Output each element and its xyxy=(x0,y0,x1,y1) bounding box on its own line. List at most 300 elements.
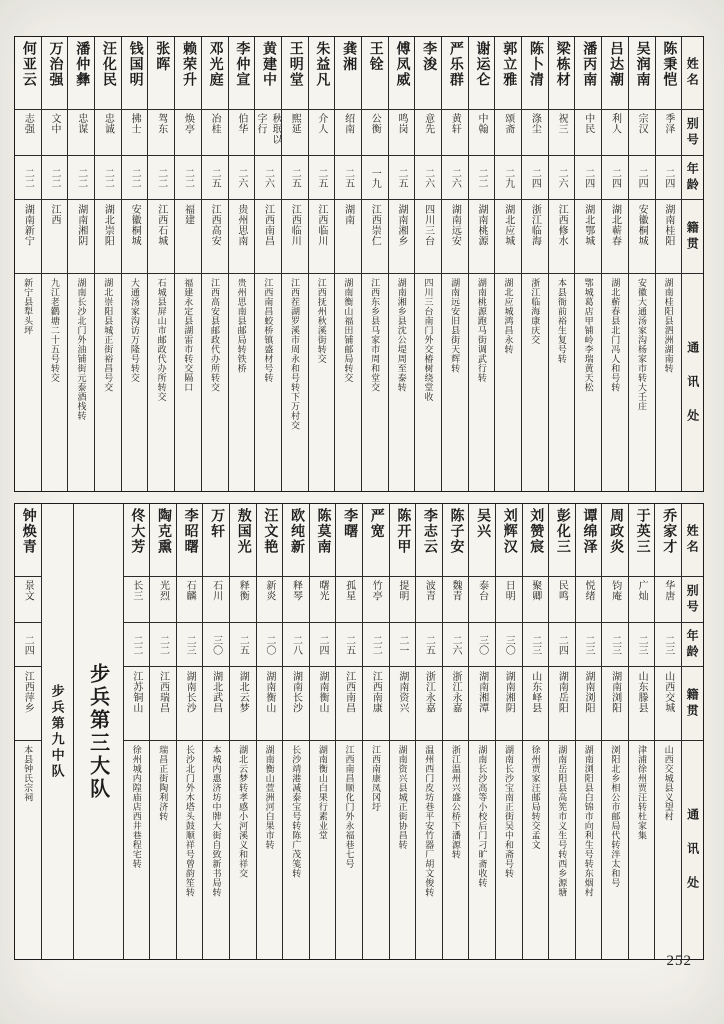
entry-name-cell: 于英三 xyxy=(634,508,650,555)
entry-age-cell: 二三 xyxy=(602,622,628,666)
entry-age-cell: 二五 xyxy=(335,155,361,199)
entry-native-cell: 山东滕县 xyxy=(629,666,655,740)
entry-name-cell: 赖荣升 xyxy=(180,41,196,88)
row-header-age: 年龄 xyxy=(682,155,703,199)
entry-column xyxy=(655,37,682,491)
entry-column xyxy=(442,504,469,959)
entry-age-cell: 二二 xyxy=(68,155,94,199)
entry-address-cell: 湖南湘乡县沈公堤周至泰转 xyxy=(389,273,415,491)
entry-native-cell: 浙江临海 xyxy=(522,199,548,273)
entry-alias-cell: 季泽 xyxy=(656,109,682,155)
entry-column xyxy=(601,504,628,959)
entry-column xyxy=(309,504,336,959)
entry-column xyxy=(149,504,176,959)
entry-address-cell: 江西高安县邮政代办所转交 xyxy=(202,273,228,491)
entry-address-cell: 本城内惠济坊中牌大街自致新书局转 xyxy=(203,740,229,959)
entry-name-cell: 黄建中 xyxy=(261,41,277,88)
entry-column xyxy=(281,37,308,491)
entry-alias-cell: 中翰 xyxy=(469,109,495,155)
entry-column xyxy=(548,37,575,491)
entry-name-cell: 彭化三 xyxy=(554,508,570,555)
entry-native-cell: 江西高安 xyxy=(202,199,228,273)
entry-native-cell: 湖南浏阳 xyxy=(576,666,602,740)
entry-address-cell: 本县衙前裕生复号转 xyxy=(549,273,575,491)
entry-name-cell: 梁栋材 xyxy=(554,41,570,88)
entry-age-cell: 一九 xyxy=(362,155,388,199)
entry-column xyxy=(202,504,229,959)
entry-address-cell: 长沙北门外木塔头鼓顺祥号曾韵笙转 xyxy=(177,740,203,959)
entry-address-cell: 浏阳北乡相公市邮局代转泮太和号 xyxy=(602,740,628,959)
entry-native-cell: 福建 xyxy=(175,199,201,273)
entry-name-cell: 乔家才 xyxy=(661,508,677,555)
entry-age-cell: 二四 xyxy=(656,155,682,199)
entry-alias-cell: 忠诚 xyxy=(95,109,121,155)
entry-address-cell: 石城县屏山市邮政代办所转交 xyxy=(148,273,174,491)
entry-native-cell: 湖南资兴 xyxy=(390,666,416,740)
entry-alias-cell: 光烈 xyxy=(150,576,176,622)
entry-address-cell: 湖南衡山萱洲河白果市转 xyxy=(257,740,283,959)
entry-address-cell: 湖北崇阳县城正街裕昌号交 xyxy=(95,273,121,491)
entry-alias-cell: 熙延 xyxy=(282,109,308,155)
row-header-address: 通 讯 处 xyxy=(682,740,703,959)
entry-age-cell: 三〇 xyxy=(203,622,229,666)
entry-native-cell: 贵州思南 xyxy=(229,199,255,273)
entry-column xyxy=(415,504,442,959)
entry-age-cell: 二六 xyxy=(443,622,469,666)
entry-name-cell: 王明堂 xyxy=(287,41,303,88)
entry-age-cell: 二三 xyxy=(655,622,681,666)
entry-alias-cell: 悦绪 xyxy=(576,576,602,622)
unit-label: 步兵第三大队 xyxy=(86,662,109,801)
entry-address-cell: 本县钟氏宗祠 xyxy=(15,740,41,959)
entry-native-cell: 湖南岳阳 xyxy=(549,666,575,740)
entry-column xyxy=(15,504,41,959)
entry-native-cell: 安徽桐城 xyxy=(629,199,655,273)
entry-column xyxy=(495,504,522,959)
entry-column xyxy=(601,37,628,491)
entry-column xyxy=(361,37,388,491)
entry-native-cell: 湖北鄂城 xyxy=(575,199,601,273)
entry-name-cell: 陶克熏 xyxy=(155,508,171,555)
entry-alias-cell: 伯华 xyxy=(229,109,255,155)
entry-address-cell: 山西交城县义望村 xyxy=(655,740,681,959)
entry-column xyxy=(147,37,174,491)
entry-name-cell: 周政炎 xyxy=(608,508,624,555)
entry-column xyxy=(654,504,681,959)
entry-alias-cell: 日明 xyxy=(496,576,522,622)
entry-age-cell: 三〇 xyxy=(496,622,522,666)
entry-native-cell: 湖南桃源 xyxy=(469,199,495,273)
entry-column xyxy=(628,504,655,959)
entry-address-cell: 江西南康凤冈圩 xyxy=(363,740,389,959)
entry-native-cell: 湖南远安 xyxy=(442,199,468,273)
entry-address-cell: 安徽大通汤家沟杨家市转大壬庄 xyxy=(629,273,655,491)
entry-native-cell: 江西 xyxy=(42,199,68,273)
entry-native-cell: 江西南昌 xyxy=(255,199,281,273)
entry-name-cell: 严乐群 xyxy=(447,41,463,88)
entry-alias-cell: 涤尘 xyxy=(522,109,548,155)
entry-alias-cell: 意先 xyxy=(415,109,441,155)
entry-native-cell: 山西交城 xyxy=(655,666,681,740)
entry-alias-cell: 冶桂 xyxy=(202,109,228,155)
entry-native-cell: 江苏铜山 xyxy=(124,666,150,740)
entry-address-cell: 贵州思南县邮局转铁桥 xyxy=(229,273,255,491)
entry-name-cell: 陈子安 xyxy=(448,508,464,555)
entry-address-cell: 湖南长沙宝南正街吴中和斋号转 xyxy=(496,740,522,959)
entry-address-cell: 湖南桃源跑马街调武行转 xyxy=(469,273,495,491)
entry-address-cell: 四川三台南门外交椿树绕堂收 xyxy=(415,273,441,491)
entry-name-cell: 李浚 xyxy=(421,41,437,72)
entry-name-cell: 何亚云 xyxy=(20,41,36,88)
entry-name-cell: 敖国光 xyxy=(235,508,251,555)
entry-native-cell: 湖南衡山 xyxy=(257,666,283,740)
entry-column xyxy=(494,37,521,491)
entry-column xyxy=(256,504,283,959)
entry-age-cell: 二二 xyxy=(150,622,176,666)
entry-name-cell: 陈秉恺 xyxy=(661,41,677,88)
entry-alias-cell: 公衡 xyxy=(362,109,388,155)
row-header-name: 姓名 xyxy=(685,524,700,556)
entry-name-cell: 汪文艳 xyxy=(262,508,278,555)
entry-column xyxy=(414,37,441,491)
entry-native-cell: 湖南湘潭 xyxy=(469,666,495,740)
entry-name-cell: 欧纯新 xyxy=(288,508,304,555)
entry-name-cell: 谢运仑 xyxy=(474,41,490,88)
directory-table-bottom xyxy=(14,503,704,960)
entry-age-cell: 二六 xyxy=(255,155,281,199)
entry-alias-cell: 长三 xyxy=(124,576,150,622)
entry-native-cell: 江西崇仁 xyxy=(362,199,388,273)
entry-column xyxy=(468,37,495,491)
entry-column xyxy=(628,37,655,491)
entry-native-cell: 湖北蕲春 xyxy=(602,199,628,273)
entry-age-cell: 二二 xyxy=(175,155,201,199)
entry-name-cell: 郭立雅 xyxy=(501,41,517,88)
entry-alias-cell: 提明 xyxy=(390,576,416,622)
entry-native-cell: 江西临川 xyxy=(309,199,335,273)
entry-alias-cell: 魏青 xyxy=(443,576,469,622)
entry-age-cell: 二二 xyxy=(148,155,174,199)
entry-age-cell: 二五 xyxy=(230,622,256,666)
row-header-alias: 别号 xyxy=(682,109,703,155)
entry-address-cell: 江西南昌蛟桥镇盛材号转 xyxy=(255,273,281,491)
entry-alias-cell: 民鸣 xyxy=(549,576,575,622)
row-header-native: 籍贯 xyxy=(682,199,703,273)
entry-address-cell: 浙江临海康庆交 xyxy=(522,273,548,491)
entry-column xyxy=(123,504,150,959)
entry-address-cell: 湖南长沙北门外油铺街元泰酒栈转 xyxy=(68,273,94,491)
entry-age-cell: 二四 xyxy=(575,155,601,199)
entry-age-cell: 二三 xyxy=(177,622,203,666)
entry-alias-cell: 石麟 xyxy=(177,576,203,622)
entry-age-cell: 二二 xyxy=(95,155,121,199)
entry-name-cell: 吴兴 xyxy=(475,508,491,539)
entry-alias-cell: 竹亭 xyxy=(363,576,389,622)
entry-name-cell: 万治强 xyxy=(47,41,63,88)
entry-address-cell: 大通汤家沟访万隆号转交 xyxy=(122,273,148,491)
entry-alias-cell: 泰台 xyxy=(469,576,495,622)
entry-column xyxy=(575,504,602,959)
entry-native-cell: 湖南新宁 xyxy=(15,199,41,273)
entry-address-cell: 江西南昌顺化门外永福巷七号 xyxy=(336,740,362,959)
entry-age-cell: 二二 xyxy=(122,155,148,199)
entry-age-cell: 二五 xyxy=(282,155,308,199)
entry-column xyxy=(94,37,121,491)
entry-native-cell: 湖南浏阳 xyxy=(602,666,628,740)
entry-age-cell: 二四 xyxy=(15,622,41,666)
entry-alias-cell: 拂士 xyxy=(122,109,148,155)
entry-native-cell: 江西石城 xyxy=(148,199,174,273)
entry-alias-cell: 钧庵 xyxy=(602,576,628,622)
entry-alias-cell: 孤星 xyxy=(336,576,362,622)
entry-address-cell: 长沙靖港减泰宝号转陈广茂笺转 xyxy=(283,740,309,959)
entry-alias-cell: 景文 xyxy=(15,576,41,622)
entry-age-cell: 二四 xyxy=(549,622,575,666)
entry-name-cell: 吴润南 xyxy=(634,41,650,88)
entry-column xyxy=(176,504,203,959)
page-number: 252 xyxy=(666,953,692,969)
entry-alias-cell: 颂斋 xyxy=(495,109,521,155)
entry-age-cell: 二六 xyxy=(549,155,575,199)
entry-address-cell: 江西东乡县马家市周和堂交 xyxy=(362,273,388,491)
unit-divider-column xyxy=(73,504,123,959)
entry-alias-cell: 绍南 xyxy=(335,109,361,155)
entry-native-cell: 湖北崇阳 xyxy=(95,199,121,273)
entry-name-cell: 朱益凡 xyxy=(314,41,330,88)
entry-native-cell: 湖北武昌 xyxy=(203,666,229,740)
entry-age-cell: 二二 xyxy=(15,155,41,199)
row-header-column xyxy=(681,37,703,491)
entry-alias-cell: 石川 xyxy=(203,576,229,622)
entry-address-cell: 湖南远安旧县街天辉转 xyxy=(442,273,468,491)
entry-column xyxy=(229,504,256,959)
entry-address-cell: 徐州城内隍庙店西井巷程宅转 xyxy=(124,740,150,959)
entry-address-cell: 湖南衡山福田铺邮局转交 xyxy=(335,273,361,491)
entry-address-cell: 浙江温州兴盛公桥下潘源转 xyxy=(443,740,469,959)
entry-age-cell: 二四 xyxy=(602,155,628,199)
entry-name-cell: 王铨 xyxy=(367,41,383,72)
row-header-alias: 别号 xyxy=(682,576,703,622)
entry-address-cell: 福建永定县湖雷市转交隔口 xyxy=(175,273,201,491)
entry-column xyxy=(522,504,549,959)
entry-column xyxy=(441,37,468,491)
entry-age-cell: 二二 xyxy=(42,155,68,199)
entry-alias-cell: 黄轩 xyxy=(442,109,468,155)
entry-age-cell: 二二 xyxy=(469,155,495,199)
entry-alias-cell: 释琴 xyxy=(283,576,309,622)
entry-name-cell: 李曙 xyxy=(342,508,358,539)
entry-alias-cell: 宗汉 xyxy=(629,109,655,155)
entry-name-cell: 吕达潮 xyxy=(607,41,623,88)
entry-age-cell: 二四 xyxy=(629,155,655,199)
entry-age-cell: 二三 xyxy=(523,622,549,666)
entry-age-cell: 二五 xyxy=(202,155,228,199)
entry-age-cell: 二六 xyxy=(229,155,255,199)
entry-alias-cell: 忠谋 xyxy=(68,109,94,155)
entry-address-cell: 湖北应城鸿昌永转 xyxy=(495,273,521,491)
entry-native-cell: 湖南衡山 xyxy=(310,666,336,740)
entry-alias-cell: 文中 xyxy=(42,109,68,155)
entry-column xyxy=(308,37,335,491)
entry-name-cell: 陈卜清 xyxy=(527,41,543,88)
entry-alias-cell: 波青 xyxy=(416,576,442,622)
entry-name-cell: 潘丙南 xyxy=(581,41,597,88)
entry-address-cell: 湖南长沙高等小校后门刁旷斋收转 xyxy=(469,740,495,959)
entry-native-cell: 湖北云梦 xyxy=(230,666,256,740)
row-header-age: 年龄 xyxy=(682,622,703,666)
entry-age-cell: 三〇 xyxy=(469,622,495,666)
entry-native-cell: 江西萍乡 xyxy=(15,666,41,740)
entry-name-cell: 李仲宣 xyxy=(234,41,250,88)
entry-address-cell: 江西抚州秋溪街转交 xyxy=(309,273,335,491)
entry-native-cell: 湖北应城 xyxy=(495,199,521,273)
entry-column xyxy=(201,37,228,491)
entry-native-cell: 浙江永嘉 xyxy=(416,666,442,740)
entry-address-cell: 温州西门皮坊巷平安竹器厂胡文俊转 xyxy=(416,740,442,959)
entry-column xyxy=(15,37,41,491)
entry-age-cell: 二二 xyxy=(124,622,150,666)
entry-alias-cell: 聚卿 xyxy=(523,576,549,622)
entry-name-cell: 钱国明 xyxy=(127,41,143,88)
entry-age-cell: 二八 xyxy=(283,622,309,666)
entry-native-cell: 湖南 xyxy=(335,199,361,273)
entry-alias-cell: 中民 xyxy=(575,109,601,155)
entry-name-cell: 谭绵泽 xyxy=(581,508,597,555)
row-header-native: 籍贯 xyxy=(682,666,703,740)
entry-address-cell: 瑞昌正街陶利济转 xyxy=(150,740,176,959)
entry-name-cell: 李昭曙 xyxy=(182,508,198,555)
entry-column xyxy=(121,37,148,491)
entry-native-cell: 江西临川 xyxy=(282,199,308,273)
entry-column xyxy=(334,37,361,491)
entry-address-cell: 徐州贾家汪邮局转交孟文 xyxy=(523,740,549,959)
entry-alias-cell: 祝三 xyxy=(549,109,575,155)
entry-address-cell: 湖南岳阳县高筅市义生号转西乡源塘 xyxy=(549,740,575,959)
entry-age-cell: 二五 xyxy=(309,155,335,199)
entry-alias-cell: 鸣岗 xyxy=(389,109,415,155)
unit-divider-column xyxy=(41,504,73,959)
directory-table-top xyxy=(14,36,704,492)
entry-column xyxy=(574,37,601,491)
entry-age-cell: 二五 xyxy=(389,155,415,199)
entry-column xyxy=(174,37,201,491)
entry-name-cell: 刘赞宸 xyxy=(528,508,544,555)
entry-native-cell: 江西南康 xyxy=(363,666,389,740)
entry-address-cell: 湖南衡山白果行素业堂 xyxy=(310,740,336,959)
entry-native-cell: 湖南湘阴 xyxy=(496,666,522,740)
entry-name-cell: 张晖 xyxy=(154,41,170,72)
entry-native-cell: 湖南长沙 xyxy=(283,666,309,740)
entry-age-cell: 二五 xyxy=(416,622,442,666)
entry-age-cell: 二二 xyxy=(363,622,389,666)
entry-age-cell: 二六 xyxy=(442,155,468,199)
entry-address-cell: 鄂城葛店甲铺岭李瑞黄天松 xyxy=(575,273,601,491)
entry-alias-cell: 驾东 xyxy=(148,109,174,155)
row-header-column xyxy=(681,504,703,959)
entry-alias-cell: 曙光 xyxy=(310,576,336,622)
entry-address-cell: 湖南资兴县城正街协昌转 xyxy=(390,740,416,959)
entry-column xyxy=(521,37,548,491)
entry-age-cell: 二三 xyxy=(629,622,655,666)
entry-column xyxy=(389,504,416,959)
entry-name-cell: 潘仲彝 xyxy=(74,41,90,88)
entry-column xyxy=(254,37,281,491)
entry-name-cell: 李志云 xyxy=(421,508,437,555)
entry-column xyxy=(228,37,255,491)
entry-age-cell: 二三 xyxy=(576,622,602,666)
entry-native-cell: 江西瑞昌 xyxy=(150,666,176,740)
row-header-address: 通 讯 处 xyxy=(682,273,703,491)
entry-column xyxy=(41,37,68,491)
entry-alias-cell: 利人 xyxy=(602,109,628,155)
entry-name-cell: 严宽 xyxy=(368,508,384,539)
entry-name-cell: 邓光庭 xyxy=(207,41,223,88)
entry-column xyxy=(388,37,415,491)
entry-name-cell: 刘辉汉 xyxy=(501,508,517,555)
entry-address-cell: 津浦徐州贾汪转杜家集 xyxy=(629,740,655,959)
entry-alias-cell: 广灿 xyxy=(629,576,655,622)
entry-alias-cell: 新炎 xyxy=(257,576,283,622)
entry-native-cell: 湖南桂阳 xyxy=(656,199,682,273)
entry-native-cell: 湖南长沙 xyxy=(177,666,203,740)
entry-age-cell: 二一 xyxy=(390,622,416,666)
entry-name-cell: 佟大芳 xyxy=(129,508,145,555)
entry-alias-cell: 焕亭 xyxy=(175,109,201,155)
entry-native-cell: 江西修水 xyxy=(549,199,575,273)
entry-age-cell: 二九 xyxy=(495,155,521,199)
entry-age-cell: 二六 xyxy=(415,155,441,199)
entry-column xyxy=(335,504,362,959)
entry-name-cell: 龚湘 xyxy=(341,41,357,72)
entry-age-cell: 二五 xyxy=(336,622,362,666)
entry-native-cell: 湖南湘阴 xyxy=(68,199,94,273)
entry-address-cell: 湖北云梦转孝感小河溪义和祥交 xyxy=(230,740,256,959)
entry-age-cell: 二四 xyxy=(522,155,548,199)
entry-age-cell: 二四 xyxy=(310,622,336,666)
entry-name-cell: 陈开甲 xyxy=(395,508,411,555)
entry-alias-cell: 华唐 xyxy=(655,576,681,622)
entry-native-cell: 湖南湘乡 xyxy=(389,199,415,273)
entry-name-cell: 万轩 xyxy=(209,508,225,539)
entry-alias-cell: 释衡 xyxy=(230,576,256,622)
entry-column xyxy=(67,37,94,491)
entry-native-cell: 山东峄县 xyxy=(523,666,549,740)
unit-label: 步兵第九中队 xyxy=(49,683,65,780)
entry-age-cell: 二〇 xyxy=(257,622,283,666)
entry-name-cell: 汪化民 xyxy=(100,41,116,88)
entry-alias-cell: 秋珉以字行 xyxy=(255,109,281,155)
entry-native-cell: 江西南昌 xyxy=(336,666,362,740)
entry-native-cell: 浙江永嘉 xyxy=(443,666,469,740)
entry-address-cell: 湖南桂阳县泗洲湖南转 xyxy=(656,273,682,491)
entry-address-cell: 新宁县犁头坪 xyxy=(15,273,41,491)
entry-name-cell: 钟焕青 xyxy=(20,508,36,555)
entry-column xyxy=(548,504,575,959)
entry-address-cell: 湖北蕲春县北门冯人和号转 xyxy=(602,273,628,491)
entry-alias-cell: 志强 xyxy=(15,109,41,155)
entry-column xyxy=(282,504,309,959)
entry-column xyxy=(468,504,495,959)
entry-name-cell: 傅凤威 xyxy=(394,41,410,88)
entry-address-cell: 江西茬湖罗溪市周永和号转下万村交 xyxy=(282,273,308,491)
entry-alias-cell: 介人 xyxy=(309,109,335,155)
entry-address-cell: 九江老鹳塘二十五号转交 xyxy=(42,273,68,491)
row-header-name: 姓名 xyxy=(685,57,700,89)
entry-native-cell: 四川三台 xyxy=(415,199,441,273)
entry-address-cell: 湖南浏阳县白锦市向利生号转东烟村 xyxy=(576,740,602,959)
entry-column xyxy=(362,504,389,959)
entry-name-cell: 陈莫南 xyxy=(315,508,331,555)
